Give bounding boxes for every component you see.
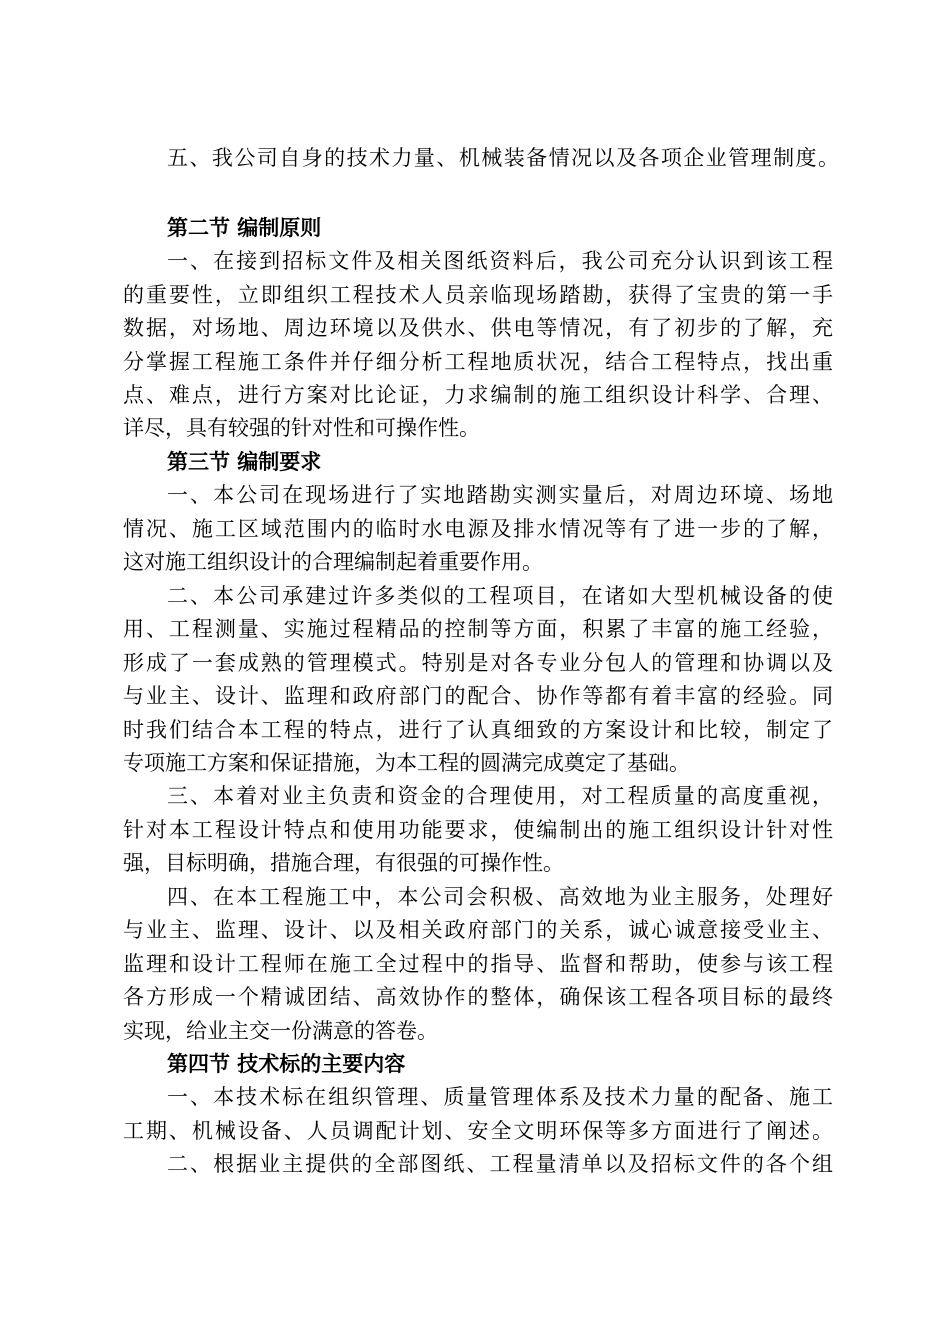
paragraph-line: 实现，给业主交一份满意的答卷。: [123, 1019, 438, 1043]
paragraph-line: 各方形成一个精诚团结、高效协作的整体，确保该工程各项目标的最终: [123, 985, 833, 1009]
paragraph-line: 时我们结合本工程的特点，进行了认真细致的方案设计和比较，制定了: [123, 718, 833, 742]
paragraph-line: 形成了一套成熟的管理模式。特别是对各专业分包人的管理和协调以及: [123, 651, 833, 675]
paragraph-line: 点、难点，进行方案对比论证，力求编制的施工组织设计科学、合理、: [123, 383, 833, 407]
paragraph-line: 一、本技术标在组织管理、质量管理体系及技术力量的配备、施工: [167, 1085, 833, 1109]
paragraph-line: 的重要性，立即组织工程技术人员亲临现场踏勘，获得了宝贵的第一手: [123, 283, 833, 307]
paragraph-line: 这对施工组织设计的合理编制起着重要作用。: [123, 550, 543, 574]
paragraph-line: 与业主、监理、设计、以及相关政府部门的关系，诚心诚意接受业主、: [123, 918, 833, 942]
paragraph-line: 二、根据业主提供的全部图纸、工程量清单以及招标文件的各个组: [167, 1152, 833, 1176]
paragraph-line: 详尽，具有较强的针对性和可操作性。: [123, 416, 480, 440]
paragraph-line: 专项施工方案和保证措施，为本工程的圆满完成奠定了基础。: [123, 751, 690, 775]
paragraph-line: 强，目标明确，措施合理，有很强的可操作性。: [123, 851, 564, 875]
paragraph-line: 三、本着对业主负责和资金的合理使用，对工程质量的高度重视，: [167, 784, 833, 808]
paragraph-line: 数据，对场地、周边环境以及供水、供电等情况，有了初步的了解，充: [123, 316, 833, 340]
paragraph-line: 二、本公司承建过许多类似的工程项目，在诸如大型机械设备的使: [167, 584, 833, 608]
paragraph-line: 针对本工程设计特点和使用功能要求，使编制出的施工组织设计针对性: [123, 818, 833, 842]
paragraph-line: 情况、施工区域范围内的临时水电源及排水情况等有了进一步的了解，: [123, 517, 833, 541]
section-heading: 第二节 编制原则: [167, 216, 322, 240]
paragraph-line: 分掌握工程施工条件并仔细分析工程地质状况，结合工程特点，找出重: [123, 350, 833, 374]
paragraph-line: 监理和设计工程师在施工全过程中的指导、监督和帮助，使参与该工程: [123, 952, 833, 976]
paragraph-line: 五、我公司自身的技术力量、机械装备情况以及各项企业管理制度。: [167, 146, 839, 170]
section-heading: 第三节 编制要求: [167, 450, 322, 474]
paragraph-line: 一、本公司在现场进行了实地踏勘实测实量后，对周边环境、场地: [167, 483, 833, 507]
paragraph-line: 一、在接到招标文件及相关图纸资料后，我公司充分认识到该工程: [167, 249, 833, 273]
paragraph-line: 工期、机械设备、人员调配计划、安全文明环保等多方面进行了阐述。: [123, 1119, 833, 1143]
paragraph-line: 用、工程测量、实施过程精品的控制等方面，积累了丰富的施工经验，: [123, 617, 833, 641]
paragraph-line: 四、在本工程施工中，本公司会积极、高效地为业主服务，处理好: [167, 885, 833, 909]
paragraph-line: 与业主、设计、监理和政府部门的配合、协作等都有着丰富的经验。同: [123, 684, 833, 708]
section-heading: 第四节 技术标的主要内容: [167, 1052, 406, 1076]
